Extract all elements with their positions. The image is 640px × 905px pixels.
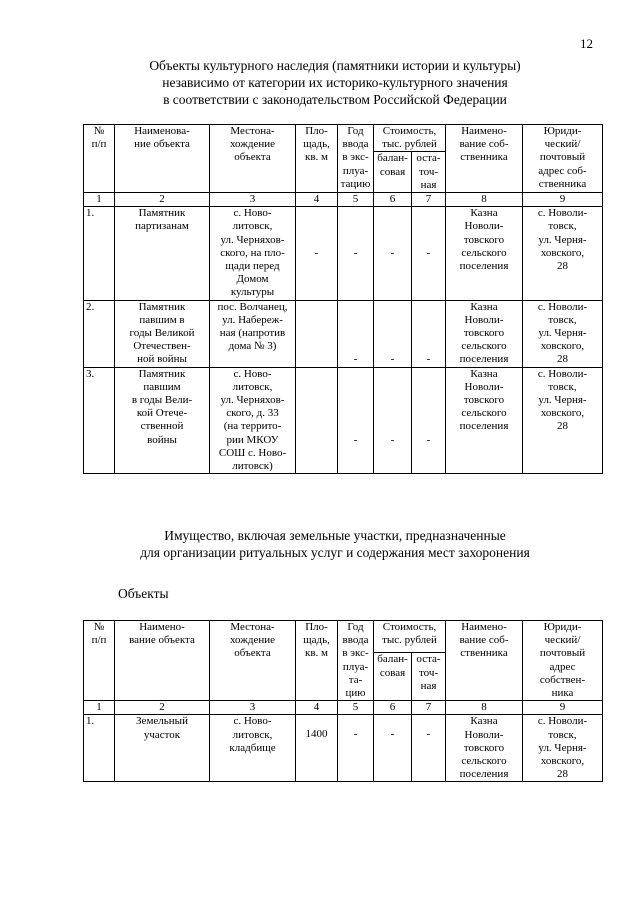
page-number: 12 [580, 36, 593, 51]
heritage-objects-table [83, 124, 603, 474]
object-year: - [338, 300, 374, 367]
object-residual-cost: - [412, 207, 446, 300]
table-row [84, 715, 603, 782]
col-header-name: Наименова- ние объекта [115, 125, 210, 193]
col-header-residual: оста- точ- ная [412, 653, 446, 701]
row-num: 2. [84, 300, 115, 367]
col-header-location: Местона- хождение объекта [210, 621, 296, 701]
col-header-area: Пло- щадь, кв. м [296, 125, 338, 193]
object-balance-cost: - [374, 300, 412, 367]
column-number: 5 [338, 193, 374, 207]
burial-section-heading: Имущество, включая земельные участки, предназначенные для организации ритуальных услуг и содержания мест захоронения [140, 528, 530, 560]
burial-land-table [83, 620, 603, 782]
owner-address: с. Новоли- товск, ул. Черня- ховского, 28 [523, 207, 603, 300]
column-number: 3 [210, 193, 296, 207]
object-location: с. Ново- литовск, ул. Черняхов- ского, на пло- щади перед Домом культуры [210, 207, 296, 300]
object-year: - [338, 367, 374, 474]
col-header-balance: балан- совая [374, 152, 412, 193]
object-owner: Казна Новоли- товского сельского поселения [446, 715, 523, 782]
object-balance-cost: - [374, 207, 412, 300]
col-header-cost: Стоимость, тыс. рублей [374, 621, 446, 653]
heritage-section-heading: Объекты культурного наследия (памятники истории и культуры) независимо от категории их историко-культурного значения в соответствии с законодательством Российской Федерации [149, 58, 521, 107]
objects-label: Объекты [118, 586, 169, 601]
col-header-year: Год ввода в экс- плуа- та- цию [338, 621, 374, 701]
col-header-address: Юриди- ческий/ почтовый адрес собствен- ника [523, 621, 603, 701]
column-number: 9 [523, 701, 603, 715]
col-header-balance: балан- совая [374, 653, 412, 701]
object-balance-cost: - [374, 367, 412, 474]
column-number: 6 [374, 193, 412, 207]
object-location: с. Ново- литовск, кладбище [210, 715, 296, 782]
object-year: - [338, 715, 374, 782]
col-header-name: Наимено- вание объекта [115, 621, 210, 701]
column-number: 4 [296, 193, 338, 207]
column-number: 9 [523, 193, 603, 207]
row-num: 1. [84, 207, 115, 300]
column-number: 6 [374, 701, 412, 715]
col-header-area: Пло- щадь, кв. м [296, 621, 338, 701]
object-name: Земельный участок [115, 715, 210, 782]
column-number: 2 [115, 193, 210, 207]
object-residual-cost: - [412, 367, 446, 474]
object-location: пос. Волчанец, ул. Набереж- ная (напротив дома № 3) [210, 300, 296, 367]
column-number: 2 [115, 701, 210, 715]
object-name: Памятник павшим в годы Вели- кой Отече- ственной войны [115, 367, 210, 474]
column-number-row [84, 701, 603, 715]
col-header-owner: Наимено- вание соб- ственника [446, 125, 523, 193]
owner-address: с. Новоли- товск, ул. Черня- ховского, 28 [523, 367, 603, 474]
owner-address: с. Новоли- товск, ул. Черня- ховского, 28 [523, 715, 603, 782]
object-year: - [338, 207, 374, 300]
object-residual-cost: - [412, 300, 446, 367]
object-area: 1400 [296, 715, 338, 782]
column-number: 1 [84, 193, 115, 207]
col-header-location: Местона- хождение объекта [210, 125, 296, 193]
col-header-owner: Наимено- вание соб- ственника [446, 621, 523, 701]
object-name: Памятник партизанам [115, 207, 210, 300]
object-balance-cost: - [374, 715, 412, 782]
object-owner: Казна Новоли- товского сельского поселения [446, 367, 523, 474]
object-residual-cost: - [412, 715, 446, 782]
column-number: 4 [296, 701, 338, 715]
table-row [84, 207, 603, 300]
row-num: 1. [84, 715, 115, 782]
column-number: 1 [84, 701, 115, 715]
column-number-row [84, 193, 603, 207]
object-owner: Казна Новоли- товского сельского поселения [446, 300, 523, 367]
object-name: Памятник павшим в годы Великой Отечествен- ной войны [115, 300, 210, 367]
table-row [84, 300, 603, 367]
col-header-cost: Стоимость, тыс. рублей [374, 125, 446, 152]
table-header-row [84, 621, 603, 653]
column-number: 7 [412, 193, 446, 207]
object-area [296, 367, 338, 474]
owner-address: с. Новоли- товск, ул. Черня- ховского, 28 [523, 300, 603, 367]
col-header-address: Юриди- ческий/ почтовый адрес соб- ственника [523, 125, 603, 193]
object-owner: Казна Новоли- товского сельского поселения [446, 207, 523, 300]
table-header-row [84, 125, 603, 152]
object-area [296, 300, 338, 367]
col-header-num: № п/п [84, 621, 115, 701]
column-number: 5 [338, 701, 374, 715]
col-header-num: № п/п [84, 125, 115, 193]
column-number: 8 [446, 193, 523, 207]
col-header-year: Год ввода в экс- плуа- тацию [338, 125, 374, 193]
object-area: - [296, 207, 338, 300]
col-header-residual: оста- точ- ная [412, 152, 446, 193]
column-number: 7 [412, 701, 446, 715]
column-number: 8 [446, 701, 523, 715]
table-row [84, 367, 603, 474]
row-num: 3. [84, 367, 115, 474]
column-number: 3 [210, 701, 296, 715]
object-location: с. Ново- литовск, ул. Черняхов- ского, д. 33 (на террито- рии МКОУ СОШ с. Ново- литовск) [210, 367, 296, 474]
